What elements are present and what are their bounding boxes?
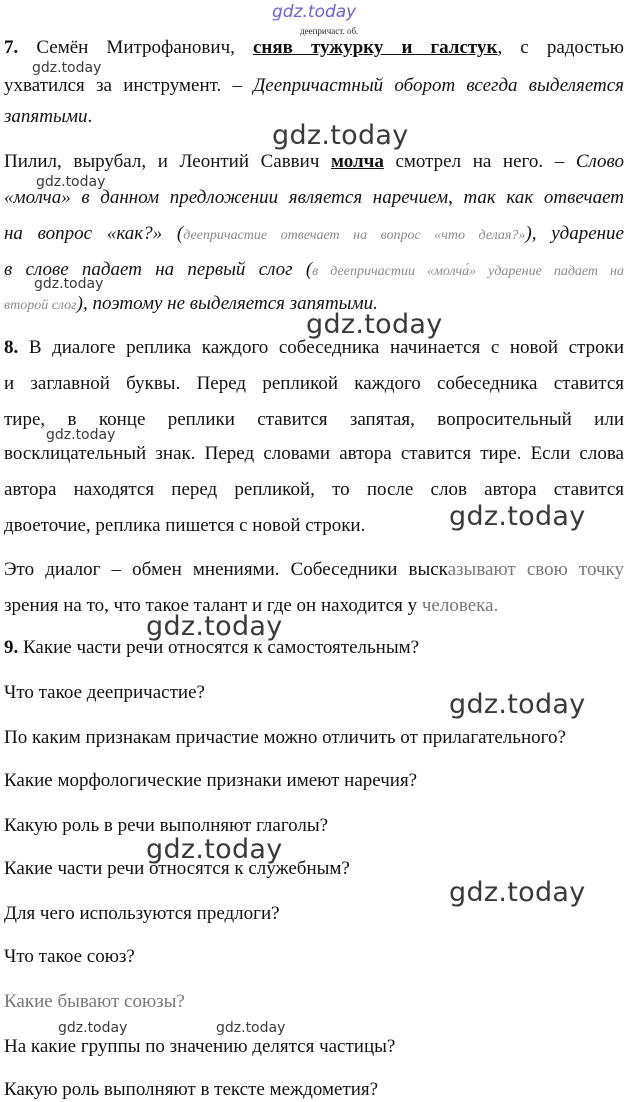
q9-question xyxy=(4,902,624,926)
q9-question xyxy=(4,726,624,750)
q8-line-3 xyxy=(4,408,624,432)
q8-line-4 xyxy=(4,442,624,466)
q9-number: 9. xyxy=(4,637,19,658)
q8-text: В диалоге реплика каждого собеседника начинается с новой строки xyxy=(18,337,624,358)
watermark: gdz.today xyxy=(306,309,443,340)
q9-question-text: Для чего используются предлоги? xyxy=(4,903,280,924)
q8-line-2 xyxy=(4,372,624,396)
q7-text: , с радостью xyxy=(497,37,624,58)
q8-text: Это диалог – обмен мнениями. Собеседники выск xyxy=(4,559,448,580)
q7-explanation: «молча» в данном предложении является наречием, так как отвечает xyxy=(4,187,624,208)
watermark: gdz.today xyxy=(46,427,116,443)
q7-note: деепричастие отвечает на вопрос «что делая?» xyxy=(183,228,526,243)
q7-line-1 xyxy=(4,36,624,60)
watermark: gdz.today xyxy=(36,174,106,190)
q9-question xyxy=(4,814,624,838)
q9-question-text: Какую роль в речи выполняют глаголы? xyxy=(4,815,329,836)
q9-question-text: Какую роль выполняют в тексте междометия? xyxy=(4,1079,379,1100)
q7-line-8 xyxy=(4,292,624,318)
q7-line-3 xyxy=(4,105,624,129)
q8-line-6 xyxy=(4,514,624,538)
q8-text: тире, в конце реплики ставится запятая, вопросительный или xyxy=(4,409,624,430)
q9-question xyxy=(4,1078,624,1102)
q8-number: 8. xyxy=(4,337,19,358)
q7-highlight-adverb: молча xyxy=(331,151,384,172)
q8-para2-line-2 xyxy=(4,594,624,618)
q8-text: двоеточие, реплика пишется с новой строки. xyxy=(4,515,366,536)
q8-line-5 xyxy=(4,478,624,502)
watermark: gdz.today xyxy=(216,1020,286,1036)
annotation-note: деепричаст. об. xyxy=(300,26,359,36)
watermark: gdz.today xyxy=(272,120,409,151)
q9-question xyxy=(4,945,624,969)
q9-question-text: Что такое союз? xyxy=(4,946,135,967)
q8-text: и заглавной буквы. Перед репликой каждого собеседника ставится xyxy=(4,373,624,394)
watermark: gdz.today xyxy=(449,877,586,908)
q7-note: в деепричастии «молча́» ударение падает на xyxy=(312,264,624,279)
q7-rule: Деепричастный оборот всегда выделяется xyxy=(253,75,624,96)
watermark: gdz.today xyxy=(34,276,104,292)
watermark: gdz.today xyxy=(449,501,586,532)
q8-text: автора находятся перед репликой, то после слов автора ставится xyxy=(4,479,624,500)
q7-line-7 xyxy=(4,258,624,284)
q7-note: второй слог xyxy=(4,298,77,313)
q7-explanation: Слово xyxy=(575,151,624,172)
q9-question-text: Какие части речи относятся к самостоятельным? xyxy=(18,637,420,658)
q9-question-text: Какие части речи относятся к служебным? xyxy=(4,858,350,879)
q8-text: человека. xyxy=(421,595,499,616)
q9-question-text: Что такое деепричастие? xyxy=(4,682,205,703)
q7-explanation: ), поэтому не выделяется запятыми. xyxy=(76,293,378,314)
q9-question-text: Какие морфологические признаки имеют наречия? xyxy=(4,770,418,791)
q7-text: ухватился за инструмент. – xyxy=(4,75,254,96)
watermark: gdz.today xyxy=(58,1020,128,1036)
q7-text: Семён Митрофанович, xyxy=(36,37,253,58)
watermark-top: gdz.today xyxy=(272,2,357,22)
q7-explanation: на вопрос «как?» ( xyxy=(4,223,184,244)
q7-line-6 xyxy=(4,222,624,248)
q9-question xyxy=(4,681,624,705)
watermark: gdz.today xyxy=(146,834,283,865)
q8-text: восклицательный знак. Перед словами автора ставится тире. Если слова xyxy=(4,443,624,464)
q7-line-2 xyxy=(4,74,624,98)
q7-line-4 xyxy=(4,150,624,174)
q7-text: . xyxy=(87,106,93,127)
q8-text: зрения на то, что такое талант и где он находится у xyxy=(4,595,422,616)
q8-line-1 xyxy=(4,336,624,360)
q8-text: азывают свою точку xyxy=(447,559,624,580)
watermark: gdz.today xyxy=(146,611,283,642)
q9-question xyxy=(4,1035,624,1059)
q7-text: Пилил, вырубал, и Леонтий Саввич xyxy=(4,151,331,172)
q8-para2-line-1 xyxy=(4,558,624,582)
watermark: gdz.today xyxy=(32,60,102,76)
watermark: gdz.today xyxy=(449,689,586,720)
q9-question-text: По каким признакам причастие можно отличить от прилагательного? xyxy=(4,727,566,748)
q9-question xyxy=(4,990,624,1014)
q7-explanation: в слове падает на первый слог ( xyxy=(4,259,313,280)
q7-text: смотрел на него. – xyxy=(383,151,576,172)
q7-explanation: ), ударение xyxy=(525,223,624,244)
q7-line-5 xyxy=(4,186,624,210)
q9-question-text: Какие бывают союзы? xyxy=(4,991,185,1012)
q9-question-text: На какие группы по значению делятся частицы? xyxy=(4,1036,396,1057)
q7-rule: запятыми xyxy=(4,106,88,127)
q9-question xyxy=(4,857,624,881)
q7-highlight-participle-phrase: сняв тужурку и галстук xyxy=(252,37,498,58)
q9-question xyxy=(4,769,624,793)
q7-number: 7. xyxy=(4,37,19,58)
q9-question xyxy=(4,636,624,660)
